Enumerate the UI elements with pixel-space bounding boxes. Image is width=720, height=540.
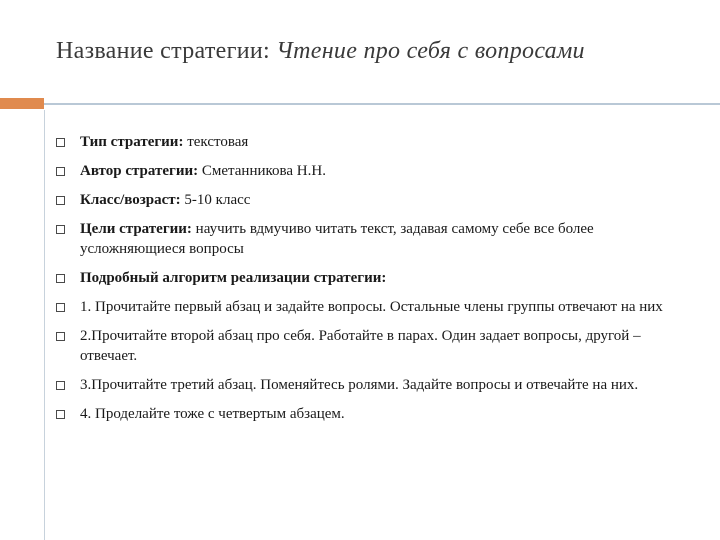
slide-title (56, 34, 676, 68)
square-bullet-icon (56, 225, 65, 234)
bullet-item (56, 268, 696, 288)
bullet-item (56, 132, 696, 152)
bullet-item (56, 161, 696, 181)
bullet-text: научить вдмучиво читать текст, задавая самому себе все более усложняющиеся вопросы (80, 221, 594, 257)
square-bullet-icon (56, 274, 65, 283)
bullet-label: Тип стратегии: (80, 134, 184, 150)
bullet-item (56, 326, 696, 366)
bullet-text: 3.Прочитайте третий абзац. Поменяйтесь ролями. Задайте вопросы и отвечайте на них. (80, 377, 639, 393)
square-bullet-icon (56, 381, 65, 390)
square-bullet-icon (56, 167, 65, 176)
square-bullet-icon (56, 196, 65, 205)
bullet-text: 5-10 класс (180, 192, 251, 208)
bullet-text: текстовая (183, 134, 249, 150)
bullet-text: 2.Прочитайте второй абзац про себя. Работайте в парах. Один задает вопросы, другой –отвечает. (80, 328, 641, 364)
bullet-text: 4. Проделайте тоже с четвертым абзацем. (80, 406, 345, 422)
title-rule-line (44, 103, 720, 105)
square-bullet-icon (56, 332, 65, 341)
bullet-text: Сметанникова Н.Н. (198, 163, 326, 179)
title-rule-accent (0, 98, 44, 109)
bullet-item (56, 297, 670, 317)
bullet-text: 1. Прочитайте первый абзац и задайте вопросы. Остальные члены группы отвечают на них (80, 299, 663, 315)
left-vertical-rule (44, 110, 45, 540)
bullet-label: Класс/возраст: (80, 192, 181, 208)
bullet-item (56, 190, 696, 210)
title-normal: Название стратегии: (56, 38, 277, 64)
square-bullet-icon (56, 138, 65, 147)
bullet-label: Цели стратегии: (80, 221, 192, 237)
bullet-item (56, 219, 670, 259)
bullet-list (56, 132, 696, 433)
square-bullet-icon (56, 303, 65, 312)
title-italic: Чтение про себя с вопросами (276, 38, 585, 64)
bullet-label: Подробный алгоритм реализации стратегии: (80, 270, 387, 286)
square-bullet-icon (56, 410, 65, 419)
bullet-item (56, 404, 696, 424)
bullet-label: Автор стратегии: (80, 163, 199, 179)
bullet-item (56, 375, 670, 395)
